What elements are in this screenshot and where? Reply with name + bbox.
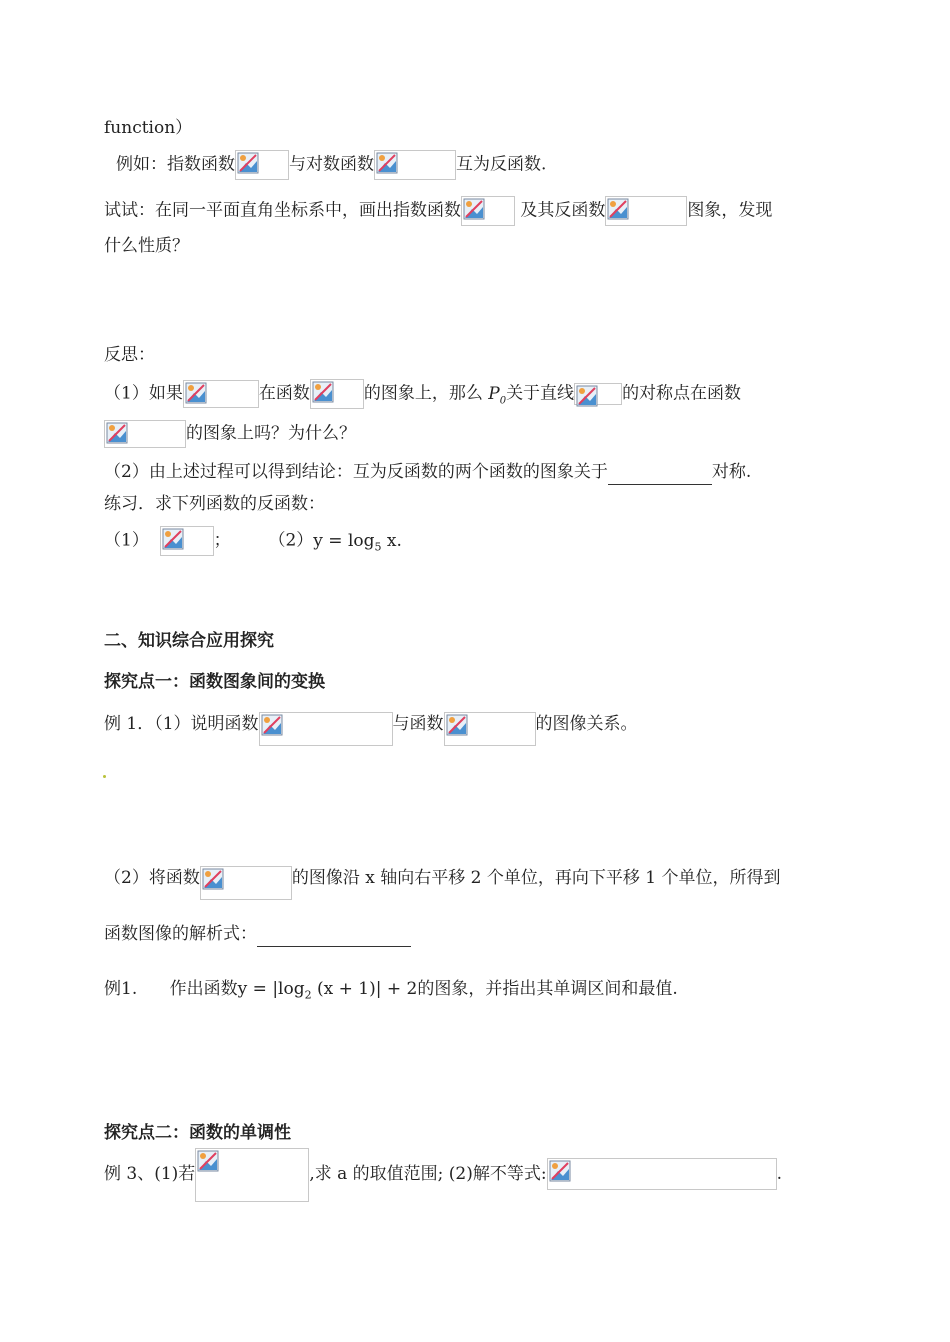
broken-image-icon	[202, 868, 224, 890]
formula-image-placeholder	[259, 712, 393, 746]
example3-line: 例 3、(1)若 ,求 a 的取值范围; (2)解不等式: .	[104, 1148, 782, 1202]
example2-line: 例1. 作出函数$y = |\log_2$ (x + 1)| + 2的图象，并指出其单调区间和最值.	[104, 979, 678, 1002]
example1-part2: （2）将函数 的图像沿 x 轴向右平移 2 个单位，再向下平移 1 个单位，所得到	[104, 866, 780, 900]
reflection-q1: （1）如果 在函数 的图象上，那么 $P_0$关于直线 的对称点在函数	[104, 379, 741, 413]
broken-image-icon	[463, 198, 485, 220]
formula-image-placeholder	[235, 150, 289, 180]
broken-image-icon	[237, 152, 259, 174]
try-it-line2: 什么性质？	[104, 236, 189, 256]
broken-image-icon	[185, 382, 207, 404]
broken-image-icon	[446, 714, 468, 736]
broken-image-icon	[312, 381, 334, 403]
broken-image-icon	[197, 1150, 219, 1172]
broken-image-icon	[261, 714, 283, 736]
formula-image-placeholder	[547, 1158, 777, 1190]
formula-image-placeholder	[461, 196, 515, 226]
formula-image-placeholder	[374, 150, 456, 180]
practice-item2-expr: $y = \log_5 x$.	[313, 530, 402, 553]
example2-expr: $y = |\log_2$ (x + 1)| + 2	[237, 979, 418, 1002]
formula-image-placeholder	[104, 420, 186, 448]
reflection-q2: （2）由上述过程可以得到结论：互为反函数的两个函数的图象关于 对称.	[104, 460, 751, 485]
top-fragment: function）	[104, 118, 193, 138]
section2-title: 二、知识综合应用探究	[104, 631, 274, 651]
practice-items: （1） ； $(2)y = \log_5 x$.	[104, 526, 402, 559]
section2-point2: 探究点二：函数的单调性	[104, 1123, 291, 1143]
formula-image-placeholder	[444, 712, 536, 746]
formula-image-placeholder	[195, 1148, 309, 1202]
broken-image-icon	[549, 1160, 571, 1182]
answer-blank[interactable]	[608, 460, 712, 485]
broken-image-icon	[106, 422, 128, 444]
broken-image-icon	[376, 152, 398, 174]
broken-image-icon	[576, 385, 598, 407]
formula-image-placeholder	[183, 380, 259, 408]
point-p0: $P_0$	[488, 383, 507, 406]
answer-blank[interactable]	[257, 922, 411, 947]
section2-point1: 探究点一：函数图象间的变换	[104, 672, 325, 692]
formula-image-placeholder	[310, 379, 364, 409]
formula-image-placeholder	[160, 526, 214, 556]
broken-image-icon	[607, 198, 629, 220]
formula-image-placeholder	[605, 196, 687, 226]
example-inverse-line: 例如：指数函数 与对数函数 互为反函数.	[116, 150, 546, 180]
practice-title: 练习．求下列函数的反函数：	[104, 494, 325, 514]
formula-image-placeholder	[574, 383, 622, 405]
reflection-q1-line2: 的图象上吗？为什么？	[104, 420, 356, 448]
example1-part2-line2: 函数图像的解析式：	[104, 922, 411, 947]
reflection-title: 反思：	[104, 345, 155, 365]
broken-image-icon	[162, 528, 184, 550]
formula-image-placeholder	[200, 866, 292, 900]
stray-dot	[103, 775, 106, 778]
example1-line: 例 1．（1）说明函数 与函数 的图像关系。	[104, 712, 638, 746]
try-it-line: 试试：在同一平面直角坐标系中，画出指数函数 及其反函数 图象，发现	[104, 196, 772, 226]
